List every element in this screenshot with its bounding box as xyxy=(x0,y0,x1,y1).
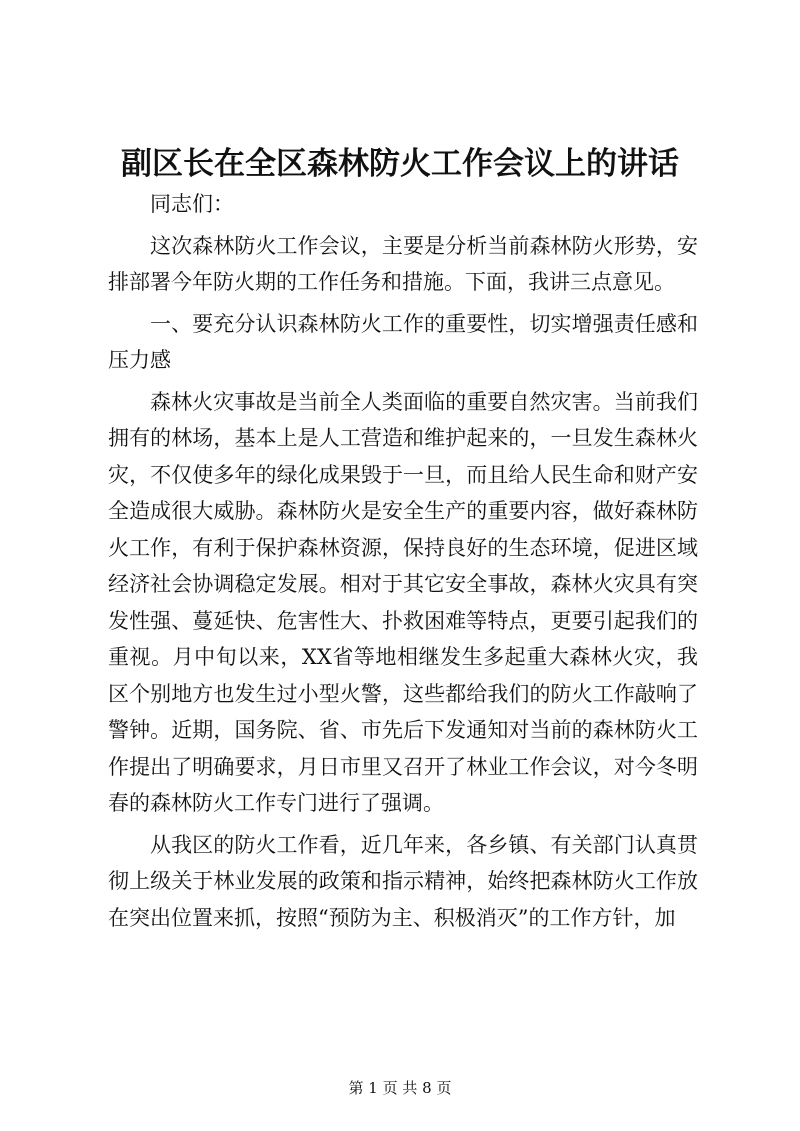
body-paragraph-1: 森林火灾事故是当前全人类面临的重要自然灾害。当前我们拥有的林场，基本上是人工营造和维护起来的，一旦发生森林火灾，不仅使多年的绿化成果毁于一旦，而且给人民生命和财产安全造成很大威胁。森林防火是安全生产的重要内容，做好森林防火工作，有利于保护森林资源，保持良好的生态环境，促进区域经济社会协调稳定发展。相对于其它安全事故，森林火灾具有突发性强、蔓延快、危害性大、扑救困难等特点，更要引起我们的重视。月中旬以来，XX省等地相继发生多起重大森林火灾，我区个别地方也发生过小型火警，这些都给我们的防火工作敲响了警钟。近期，国务院、省、市先后下发通知对当前的森林防火工作提出了明确要求，月日市里又召开了林业工作会议，对今冬明春的森林防火工作专门进行了强调。 xyxy=(108,389,698,815)
document-title: 副区长在全区森林防火工作会议上的讲话 xyxy=(121,146,679,182)
document-body xyxy=(108,186,698,941)
body-paragraph-2: 从我区的防火工作看，近几年来，各乡镇、有关部门认真贯彻上级关于林业发展的政策和指示精神，始终把森林防火工作放在突出位置来抓，按照“预防为主、积极消灭”的工作方针，加 xyxy=(108,832,698,930)
section-heading-1: 一、要充分认识森林防火工作的重要性，切实增强责任感和压力感 xyxy=(108,311,698,372)
salutation-paragraph: 同志们： xyxy=(150,192,234,216)
page-number-footer: 第 1 页 共 8 页 xyxy=(348,1079,452,1097)
intro-paragraph: 这次森林防火工作会议，主要是分析当前森林防火形势，安排部署今年防火期的工作任务和措施。下面，我讲三点意见。 xyxy=(108,233,698,294)
